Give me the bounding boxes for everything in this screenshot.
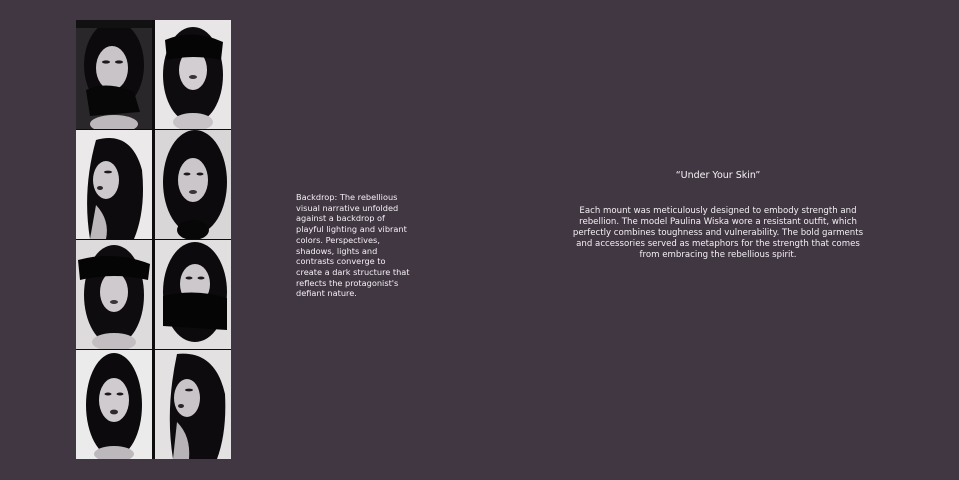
- backdrop-description: Backdrop: The rebellious visual narrative unfolded against a backdrop of playful lighting and vibrant colors. Perspectives, shadows, lights and contrasts converge to create a dark structure that reflects the protagonist's defiant nature.: [296, 192, 410, 299]
- photo-3: [76, 130, 152, 239]
- story-body: Each mount was meticulously designed to embody strength and rebellion. The model Paulina Wiska wore a resistant outfit, which perfectly combines toughness and vulnerability. The bold garments and accessories served as metaphors for the strength that comes from embracing the rebellious spirit.: [572, 206, 864, 260]
- photo-2: [155, 20, 231, 129]
- story-title: “Under Your Skin”: [675, 170, 761, 181]
- photo-4: [155, 130, 231, 239]
- photo-7: [76, 350, 152, 459]
- photo-6: [155, 240, 231, 349]
- photo-8: [155, 350, 231, 459]
- story-section: [572, 170, 864, 261]
- photo-1: [76, 20, 152, 129]
- photo-strip: [76, 20, 231, 459]
- photo-5: [76, 240, 152, 349]
